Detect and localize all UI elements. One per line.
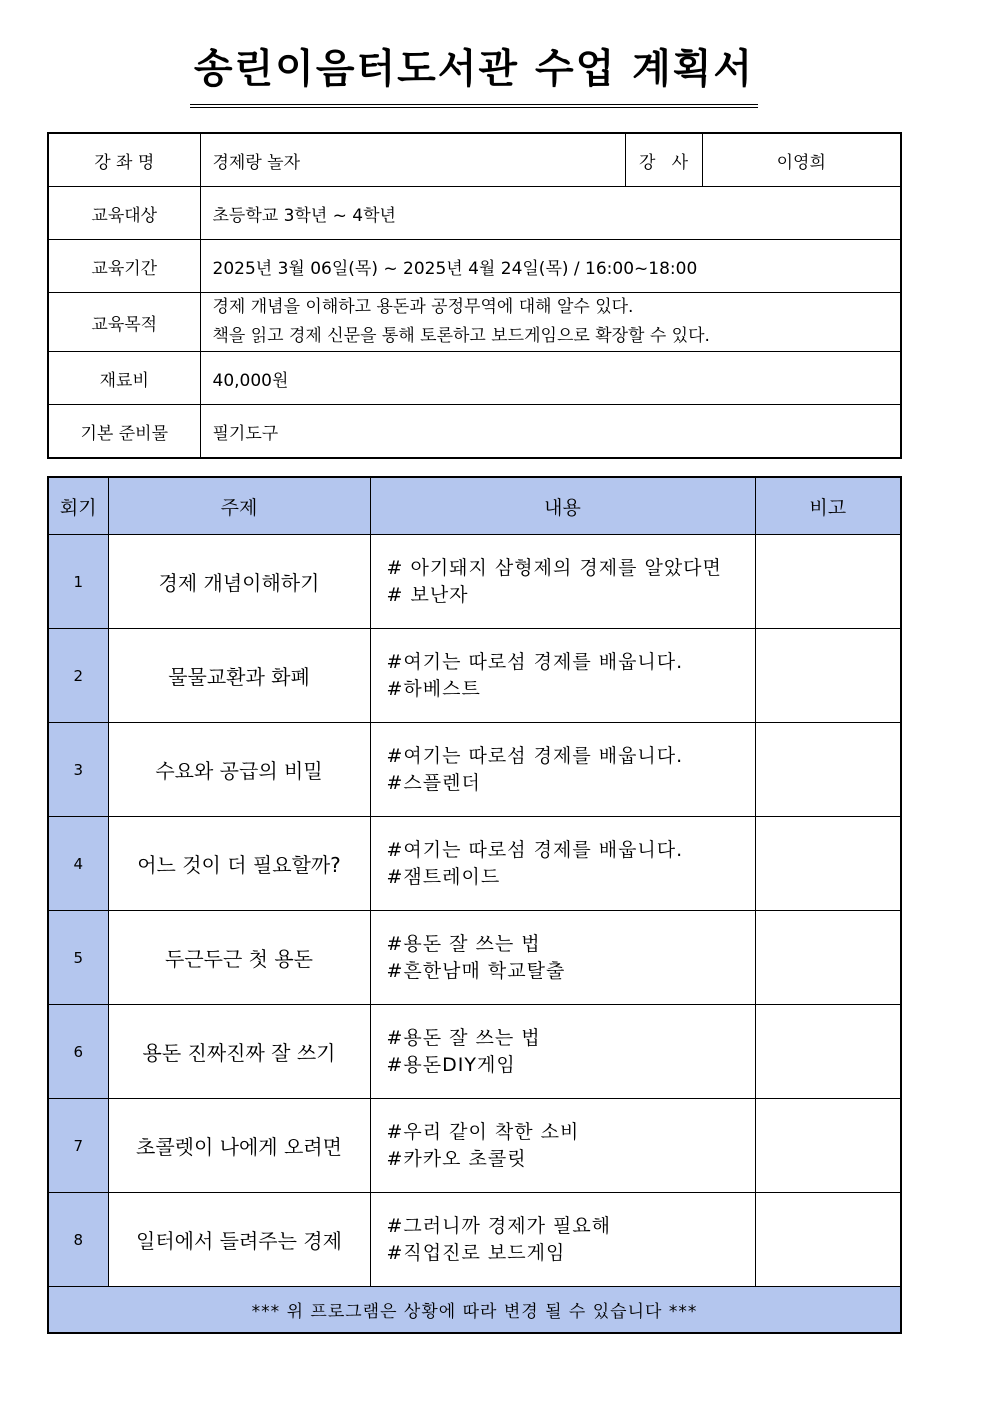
session-note <box>755 911 901 1005</box>
fee-row <box>48 352 901 405</box>
content-line-2: #스플렌더 <box>386 771 481 794</box>
content-line-2: #흔한남매 학교탈출 <box>386 959 566 982</box>
session-content <box>370 1193 755 1287</box>
content-line-1: #여기는 따로섬 경제를 배웁니다. <box>386 744 684 767</box>
session-note <box>755 629 901 723</box>
session-content <box>370 629 755 723</box>
session-topic: 수요와 공급의 비밀 <box>108 723 370 817</box>
session-note <box>755 817 901 911</box>
session-content <box>370 723 755 817</box>
target-row <box>48 187 901 240</box>
course-row <box>48 133 901 187</box>
session-number: 6 <box>48 1005 108 1099</box>
content-line-2: #하베스트 <box>386 677 481 700</box>
content-line-1: #그러니까 경제가 필요해 <box>386 1214 612 1237</box>
instructor-label: 강 사 <box>625 133 702 187</box>
session-topic: 물물교환과 화폐 <box>108 629 370 723</box>
course-label: 강 좌 명 <box>48 133 200 187</box>
session-number: 3 <box>48 723 108 817</box>
content-line-2: # 보난자 <box>386 583 469 606</box>
session-content <box>370 817 755 911</box>
header-note: 비고 <box>755 477 901 535</box>
table-row <box>48 817 901 911</box>
content-line-2: #카카오 초콜릿 <box>386 1147 527 1170</box>
session-plan-table <box>47 476 902 1334</box>
title-wrapper <box>0 40 948 108</box>
purpose-value <box>200 293 901 352</box>
footer-notice: *** 위 프로그램은 상황에 따라 변경 될 수 있습니다 *** <box>48 1287 901 1334</box>
session-content <box>370 535 755 629</box>
content-line-1: # 아기돼지 삼형제의 경제를 알았다면 <box>386 556 722 579</box>
target-label: 교육대상 <box>48 187 200 240</box>
session-topic: 일터에서 들려주는 경제 <box>108 1193 370 1287</box>
content-line-1: #용돈 잘 쓰는 법 <box>386 932 541 955</box>
target-value: 초등학교 3학년 ~ 4학년 <box>200 187 901 240</box>
fee-label: 재료비 <box>48 352 200 405</box>
session-topic: 용돈 진짜진짜 잘 쓰기 <box>108 1005 370 1099</box>
table-row <box>48 629 901 723</box>
course-info-table <box>47 132 902 459</box>
period-value: 2025년 3월 06일(목) ~ 2025년 4월 24일(목) / 16:00~18:00 <box>200 240 901 293</box>
header-topic: 주제 <box>108 477 370 535</box>
session-note <box>755 1193 901 1287</box>
table-row <box>48 1005 901 1099</box>
content-line-2: #용돈DIY게임 <box>386 1053 516 1076</box>
purpose-line-2: 책을 읽고 경제 신문을 통해 토론하고 보드게임으로 확장할 수 있다. <box>212 326 710 346</box>
session-note <box>755 1099 901 1193</box>
session-content <box>370 1005 755 1099</box>
session-content <box>370 911 755 1005</box>
session-topic: 어느 것이 더 필요할까? <box>108 817 370 911</box>
session-number: 8 <box>48 1193 108 1287</box>
session-topic: 두근두근 첫 용돈 <box>108 911 370 1005</box>
session-note <box>755 535 901 629</box>
supplies-row <box>48 405 901 459</box>
header-session: 회기 <box>48 477 108 535</box>
session-topic: 초콜렛이 나에게 오려면 <box>108 1099 370 1193</box>
instructor-value: 이영희 <box>702 133 901 187</box>
period-row <box>48 240 901 293</box>
session-number: 4 <box>48 817 108 911</box>
session-topic: 경제 개념이해하기 <box>108 535 370 629</box>
content-line-1: #여기는 따로섬 경제를 배웁니다. <box>386 838 684 861</box>
purpose-line-1: 경제 개념을 이해하고 용돈과 공정무역에 대해 알수 있다. <box>212 297 634 317</box>
table-row <box>48 1193 901 1287</box>
table-row <box>48 723 901 817</box>
page-title: 송린이음터도서관 수업 계획서 <box>190 40 758 108</box>
footer-row <box>48 1287 901 1334</box>
purpose-label: 교육목적 <box>48 293 200 352</box>
table-row <box>48 911 901 1005</box>
session-number: 7 <box>48 1099 108 1193</box>
session-note <box>755 723 901 817</box>
period-label: 교육기간 <box>48 240 200 293</box>
session-number: 2 <box>48 629 108 723</box>
session-note <box>755 1005 901 1099</box>
purpose-row <box>48 293 901 352</box>
supplies-value: 필기도구 <box>200 405 901 459</box>
session-number: 1 <box>48 535 108 629</box>
content-line-2: #잼트레이드 <box>386 865 501 888</box>
session-number: 5 <box>48 911 108 1005</box>
supplies-label: 기본 준비물 <box>48 405 200 459</box>
table-row <box>48 535 901 629</box>
table-row <box>48 1099 901 1193</box>
content-line-2: #직업진로 보드게임 <box>386 1241 566 1264</box>
content-line-1: #우리 같이 착한 소비 <box>386 1120 580 1143</box>
header-content: 내용 <box>370 477 755 535</box>
content-line-1: #여기는 따로섬 경제를 배웁니다. <box>386 650 684 673</box>
course-value: 경제랑 놀자 <box>200 133 625 187</box>
fee-value: 40,000원 <box>200 352 901 405</box>
plan-header-row <box>48 477 901 535</box>
content-line-1: #용돈 잘 쓰는 법 <box>386 1026 541 1049</box>
session-content <box>370 1099 755 1193</box>
